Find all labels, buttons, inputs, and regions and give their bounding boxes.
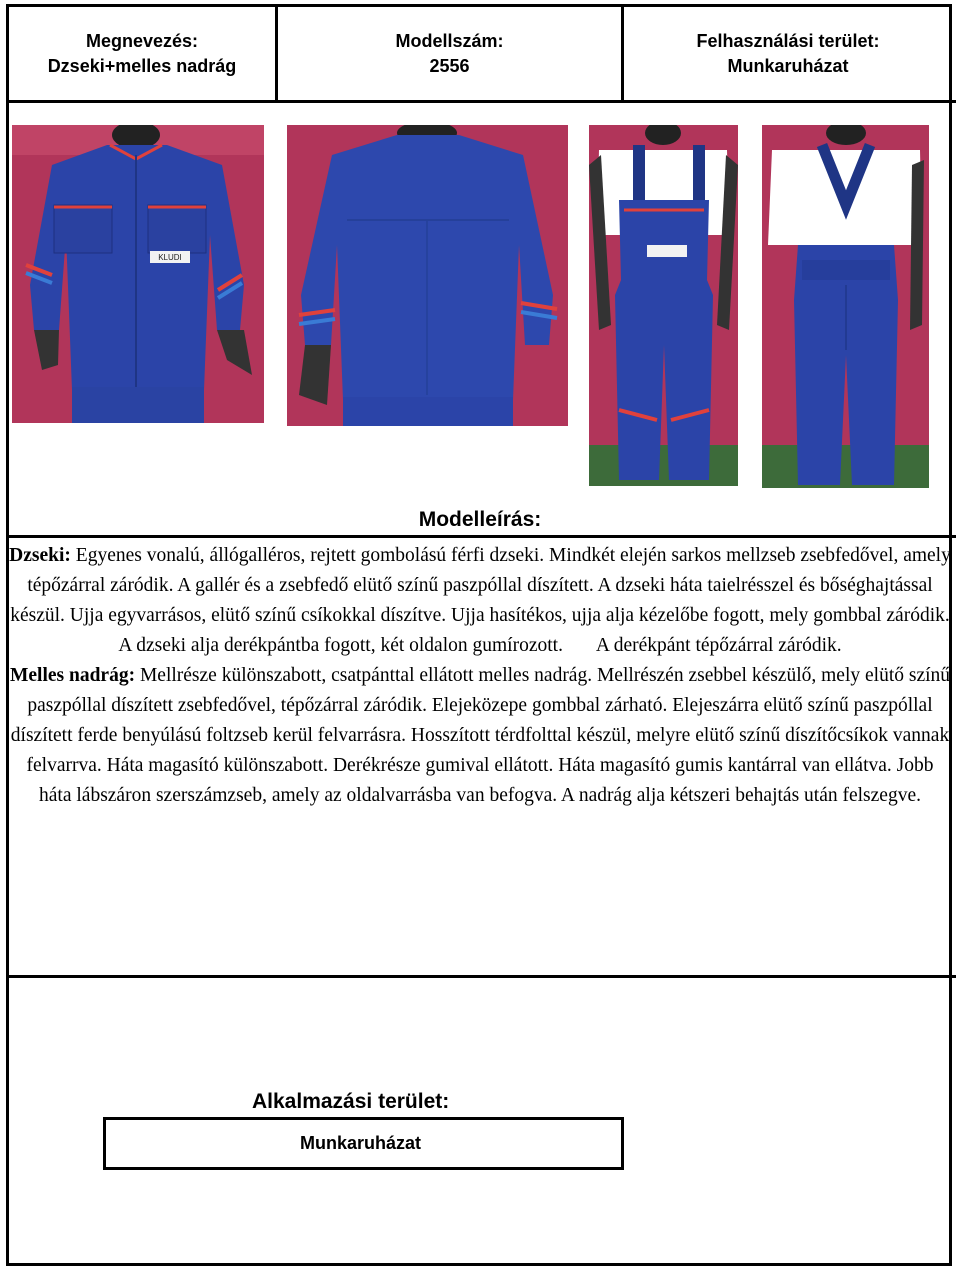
application-value: Munkaruházat: [300, 1133, 422, 1153]
application-title: Alkalmazási terület:: [252, 1090, 450, 1113]
badge-label: KLUDI: [158, 253, 182, 262]
header-name-cell: [9, 7, 275, 101]
header-usage-cell: [624, 7, 952, 101]
description-body: [9, 541, 951, 811]
name-label: Megnevezés:: [85, 31, 199, 51]
photo-overalls-front: [589, 125, 738, 486]
model-label: Modellszám:: [395, 31, 504, 51]
photo-jacket-back: [287, 125, 568, 426]
trousers-text: Mellrésze különszabott, csatpánttal ellátott melles nadrág. Mellrészén zsebbel készülő, mely elütő színű paszpóllal díszített zsebfedővel, tépőzárral záródik. Elejeközepe gombbal zárható. Elejeszárra elütő színű paszpóllal díszített ferde benyúlású foltzseb kerül felvarrásra. Hosszított térdfolttal készül, melyre elütő színű díszítőcsíkok vannak felvarrva. Háta magasító különszabott. Derékrésze gumival ellátott. Háta magasító gumis kantárral van ellátva. Jobb háta lábszáron szerszámzseb, amely az oldalvarrásba van befogva. A nadrág alja kétszeri behajtás után felszegve.: [10, 665, 951, 806]
trousers-label: Melles nadrág:: [9, 665, 136, 686]
photo-overalls-back: [762, 125, 929, 488]
photos-divider: [6, 535, 956, 538]
photo-jacket-front: [12, 125, 264, 423]
description-divider: [6, 975, 956, 978]
usage-label: Felhasználási terület:: [696, 31, 880, 51]
jacket-text-2: A derékpánt tépőzárral záródik.: [595, 635, 842, 656]
application-box: [103, 1117, 624, 1170]
jacket-label: Dzseki:: [9, 545, 71, 566]
model-value: 2556: [429, 56, 470, 76]
usage-value: Munkaruházat: [727, 56, 849, 76]
header-model-cell: [278, 7, 621, 101]
description-title: Modelleírás:: [418, 508, 542, 531]
jacket-text: Egyenes vonalú, állógalléros, rejtett gombolású férfi dzseki. Mindkét elején sarkos mellzseb zsebfedővel, amely tépőzárral záródik. A gallér és a zsebfedő elütő színű paszpóllal díszített. A dzseki háta taielrésszel és bőséghajtással készül. Ujja egyvarrásos, elütő színű csíkokkal díszítve. Ujja hasítékos, ujja alja kézelőbe fogott, mely gombbal záródik. A dzseki alja derékpántba fogott, két oldalon gumírozott.: [10, 545, 951, 656]
name-value: Dzseki+melles nadrág: [47, 56, 237, 76]
